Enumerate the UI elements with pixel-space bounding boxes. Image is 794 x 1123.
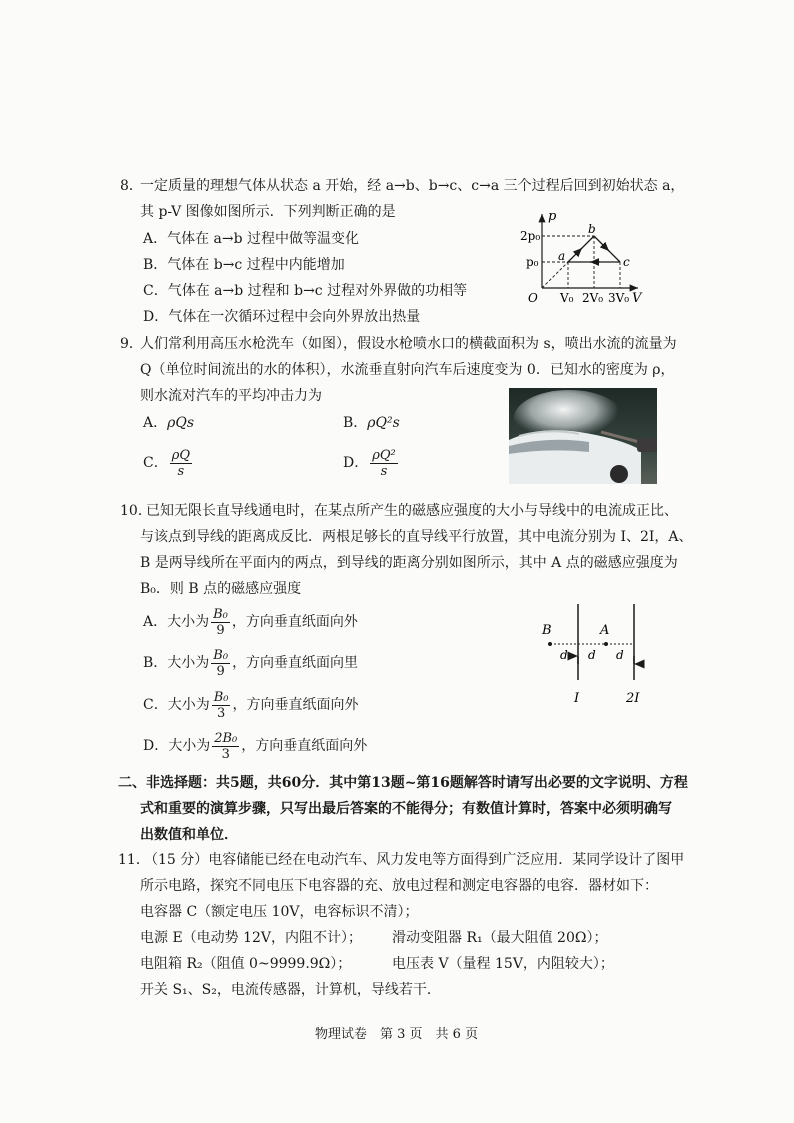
q9-option-a-value: ρQs (167, 415, 195, 431)
q9-option-d-fraction (370, 448, 398, 479)
q10-stem-line3: B 是两导线所在平面内的两点，到导线的距离分别如图所示，其中 A 点的磁感应强度为 (140, 555, 678, 571)
fraction-numerator: B₀ (213, 689, 229, 705)
q10-option-d (143, 728, 367, 764)
q10-option-b-fraction (211, 648, 230, 679)
q11-stem-line2: 所示电路，探究不同电压下电容器的充、放电过程和测定电容器的电容．器材如下： (140, 878, 658, 894)
q9-option-c-fraction (170, 448, 192, 479)
q10-option-d-label: D．大小为 (143, 738, 211, 754)
pv-diagram (520, 208, 650, 308)
q11-stem-line1: （15 分）电容储能已经在电动汽车、风力发电等方面得到广泛应用．某同学设计了图甲 (144, 852, 685, 868)
tick-3v0: 3V₀ (608, 291, 630, 305)
fraction-numerator: B₀ (213, 647, 229, 663)
point-b-label: b (588, 222, 596, 236)
p-axis-label: p (548, 209, 557, 224)
q10-stem-line4: B₀．则 B 点的磁感应强度 (140, 581, 302, 597)
q8-option-a: A．气体在 a→b 过程中做等温变化 (143, 231, 360, 247)
q9-option-d-label: D． (343, 455, 369, 471)
q10-option-b-direction: ，方向垂直纸面向里 (232, 655, 359, 671)
q10-option-a-fraction (211, 607, 230, 638)
fraction-denominator: s (380, 463, 388, 479)
q10-option-c-label: C．大小为 (143, 697, 210, 713)
label-b: B (542, 623, 552, 638)
q9-option-a-label: A． (143, 415, 168, 431)
point-a (604, 642, 608, 646)
q10-option-b-label: B．大小为 (143, 655, 210, 671)
fraction-numerator: B₀ (213, 606, 228, 622)
tick-2p0: 2p₀ (520, 229, 541, 243)
fraction-denominator: 9 (216, 663, 225, 679)
tick-p0: p₀ (526, 255, 539, 269)
section2-line3: 出数值和单位． (140, 827, 238, 843)
label-a: A (600, 623, 610, 638)
q9-option-b-value: ρQ²s (367, 415, 400, 431)
q11-equipment-voltmeter: 电压表 V（量程 15V，内阻较大）； (392, 956, 614, 972)
q9-stem-line3: 则水流对汽车的平均冲击力为 (140, 388, 322, 404)
label-d3: d (616, 648, 624, 662)
page-footer: 物理试卷 第 3 页 共 6 页 (315, 1027, 479, 1042)
q10-option-c-fraction (212, 690, 231, 721)
q9-stem-line1: 人们常利用高压水枪洗车（如图），假设水枪喷水口的横截面积为 s，喷出水流的流量为 (140, 336, 677, 352)
q10-option-d-fraction (212, 731, 239, 762)
q10-option-a (143, 604, 358, 640)
q8-option-b: B．气体在 b→c 过程中内能增加 (143, 257, 345, 273)
label-d1: d (560, 648, 568, 662)
q9-option-d (343, 446, 400, 480)
q9-option-c (143, 446, 194, 480)
point-b (548, 642, 552, 646)
fraction-numerator: 2B₀ (214, 730, 238, 746)
q11-equipment-resistor-box: 电阻箱 R₂（阻值 0~9999.9Ω）； (140, 956, 352, 972)
q10-stem-line1: 已知无限长直导线通电时，在某点所产生的磁感应强度的大小与导线中的电流成正比、 (146, 503, 678, 519)
q9-option-c-label: C． (143, 455, 168, 471)
point-c-label: c (623, 255, 630, 269)
fraction-denominator: s (177, 463, 185, 479)
q10-option-c (143, 687, 358, 723)
q10-stem-line2: 与该点到导线的距离成反比．两根足够长的直导线平行放置，其中电流分别为 I、2I，A、 (140, 529, 693, 545)
tick-v0: V₀ (560, 291, 574, 305)
wires-diagram (536, 600, 656, 710)
q8-stem-line1: 一定质量的理想气体从状态 a 开始，经 a→b、b→c、c→a 三个过程后回到初始状态 a， (140, 178, 685, 194)
fraction-numerator: ρQ (171, 447, 191, 463)
tick-2v0: 2V₀ (582, 291, 604, 305)
v-axis-label: V (632, 291, 642, 306)
q11-equipment-rheostat: 滑动变阻器 R₁（最大阻值 20Ω）； (392, 930, 608, 946)
q10-option-b (143, 645, 358, 681)
q10-number: 10． (120, 503, 152, 519)
q10-option-c-direction: ，方向垂直纸面向外 (232, 697, 359, 713)
q8-option-c: C．气体在 a→b 过程和 b→c 过程对外界做的功相等 (143, 283, 468, 299)
q9-stem-line2: Q（单位时间流出的水的体积），水流垂直射向汽车后速度变为 0．已知水的密度为 ρ， (140, 362, 675, 378)
q9-option-b (343, 413, 400, 433)
fraction-numerator: ρQ² (372, 447, 396, 463)
q8-stem-line2: 其 p-V 图像如图所示．下列判断正确的是 (140, 204, 396, 220)
q9-number: 9． (120, 336, 143, 352)
q11-equipment-capacitor: 电容器 C（额定电压 10V，电容标识不清）； (140, 904, 419, 920)
point-a-label: a (558, 249, 566, 263)
fraction-denominator: 3 (221, 746, 230, 762)
label-d2: d (588, 648, 596, 662)
q11-equipment-source: 电源 E（电动势 12V，内阻不计）； (140, 930, 363, 946)
fraction-denominator: 9 (216, 622, 225, 638)
q11-number: 11． (118, 852, 150, 868)
q10-option-a-label: A．大小为 (143, 614, 210, 630)
origin-label: O (528, 291, 538, 305)
car-wash-photo (509, 388, 657, 484)
q8-number: 8． (120, 178, 143, 194)
q10-option-d-direction: ，方向垂直纸面向外 (241, 738, 368, 754)
q9-option-a (143, 413, 194, 433)
section2-line2: 式和重要的演算步骤，只写出最后答案的不能得分；有数值计算时，答案中必须明确写 (140, 801, 672, 817)
label-current-I: I (574, 691, 580, 706)
fraction-denominator: 3 (216, 705, 226, 721)
q8-option-d: D．气体在一次循环过程中会向外界放出热量 (143, 309, 421, 325)
section2-line1: 二、非选择题：共5题，共60分．其中第13题~第16题解答时请写出必要的文字说明、方程 (118, 775, 688, 791)
q9-option-b-label: B． (343, 415, 368, 431)
q11-equipment-others: 开关 S₁、S₂，电流传感器，计算机，导线若干． (140, 982, 441, 998)
guide-origin-a (542, 262, 568, 288)
label-current-2I: 2I (626, 691, 640, 706)
q10-option-a-direction: ，方向垂直纸面向外 (231, 614, 358, 630)
